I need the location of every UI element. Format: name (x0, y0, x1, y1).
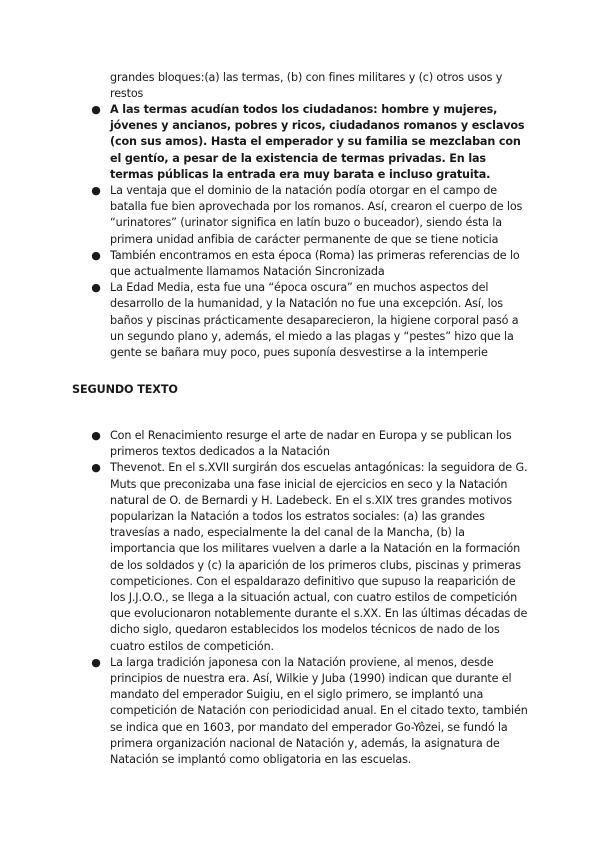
intro-continuation-paragraph: grandes bloques:(a) las termas, (b) con fines militares y (c) otros usos y restos (110, 71, 503, 101)
list-item (91, 655, 530, 768)
list-item (91, 280, 530, 361)
list-item-text: A las termas acudían todos los ciudadanos: hombre y mujeres, jóvenes y ancianos, pobres y ricos, ciudadanos romanos y esclavos (con sus amos). Hasta el emperador y su familia se mezclaban con el gentío, a pesar de la existencia de termas privadas. En las termas públicas la entrada era muy barata e incluso gratuita. (110, 103, 525, 181)
bullet-icon: ● (91, 461, 101, 475)
list-item-text: Con el Renacimiento resurge el arte de nadar en Europa y se publican los primeros textos dedicados a la Natación (110, 429, 512, 459)
list-item (91, 428, 530, 460)
list-item-text: La Edad Media, esta fue una “época oscura” en muchos aspectos del desarrollo de la humanidad, y la Natación no fue una excepción. Así, los baños y piscinas prácticamente desaparecieron, la higiene corporal pasó a un segundo plano y, además, el miedo a las plagas y “pestes” hizo que la gente se bañara muy poco, pues suponía desvestirse a la intemperie (110, 281, 519, 360)
bullet-icon: ● (91, 103, 101, 116)
bullet-icon: ● (91, 184, 101, 198)
list-item (91, 248, 530, 280)
bullet-list-second (91, 428, 530, 768)
list-item-text: La larga tradición japonesa con la Natación proviene, al menos, desde principios de nuestra era. Así, Wilkie y Juba (1990) indican que durante el mandato del emperador Suigiu, en el siglo primero, se implantó una competición de Natación con periodicidad anual. En el citado texto, también se indica que en 1603, por mandato del emperador Go-Yôzei, se fundó la primera organización nacional de Natación y, además, la asignatura de Natación se implantó como obligatoria en las escuelas. (110, 655, 528, 767)
bullet-icon: ● (91, 655, 101, 669)
list-item-text: La ventaja que el dominio de la natación podía otorgar en el campo de batalla fue bien aprovechada por los romanos. Así, crearon el cuerpo de los “urinatores” (urinator significa en latín buzo o buceador), siendo ésta la primera unidad anfibia de carácter permanente de que se tiene noticia (110, 184, 523, 246)
section-heading: SEGUNDO TEXTO (72, 383, 178, 396)
bullet-list-first (91, 102, 530, 361)
list-item (91, 460, 530, 654)
list-item (91, 183, 530, 248)
list-item-text: También encontramos en esta época (Roma) las primeras referencias de lo que actualmente llamamos Natación Sincronizada (110, 248, 520, 279)
list-item (91, 102, 530, 183)
bullet-icon: ● (91, 248, 101, 262)
bullet-icon: ● (91, 429, 101, 442)
bullet-icon: ● (91, 281, 101, 295)
list-item-text: Thevenot. En el s.XVII surgirán dos escuelas antagónicas: la seguidora de G. Muts que preconizaba una fase inicial de ejercicios en seco y la Natación natural de O. de Bernardi y H. Ladebeck. En el s.XIX tres grandes motivos popularizan la Natación a todos los estratos sociales: (a) las grandes travesías a nado, especialmente la del canal de la Mancha, (b) la importancia que los militares vuelven a darle a la Natación en la formación de los soldados y (c) la aparición de los primeros clubs, piscinas y primeras competiciones. Con el espaldarazo definitivo que supuso la reaparición de los J.J.O.O., se llega a la situación actual, con cuatro estilos de competición que evolucionaron notablemente durante el s.XX. En las últimas décadas de dicho siglo, quedaron establecidos los modelos técnicos de nado de los cuatro estilos de competición. (110, 461, 528, 653)
